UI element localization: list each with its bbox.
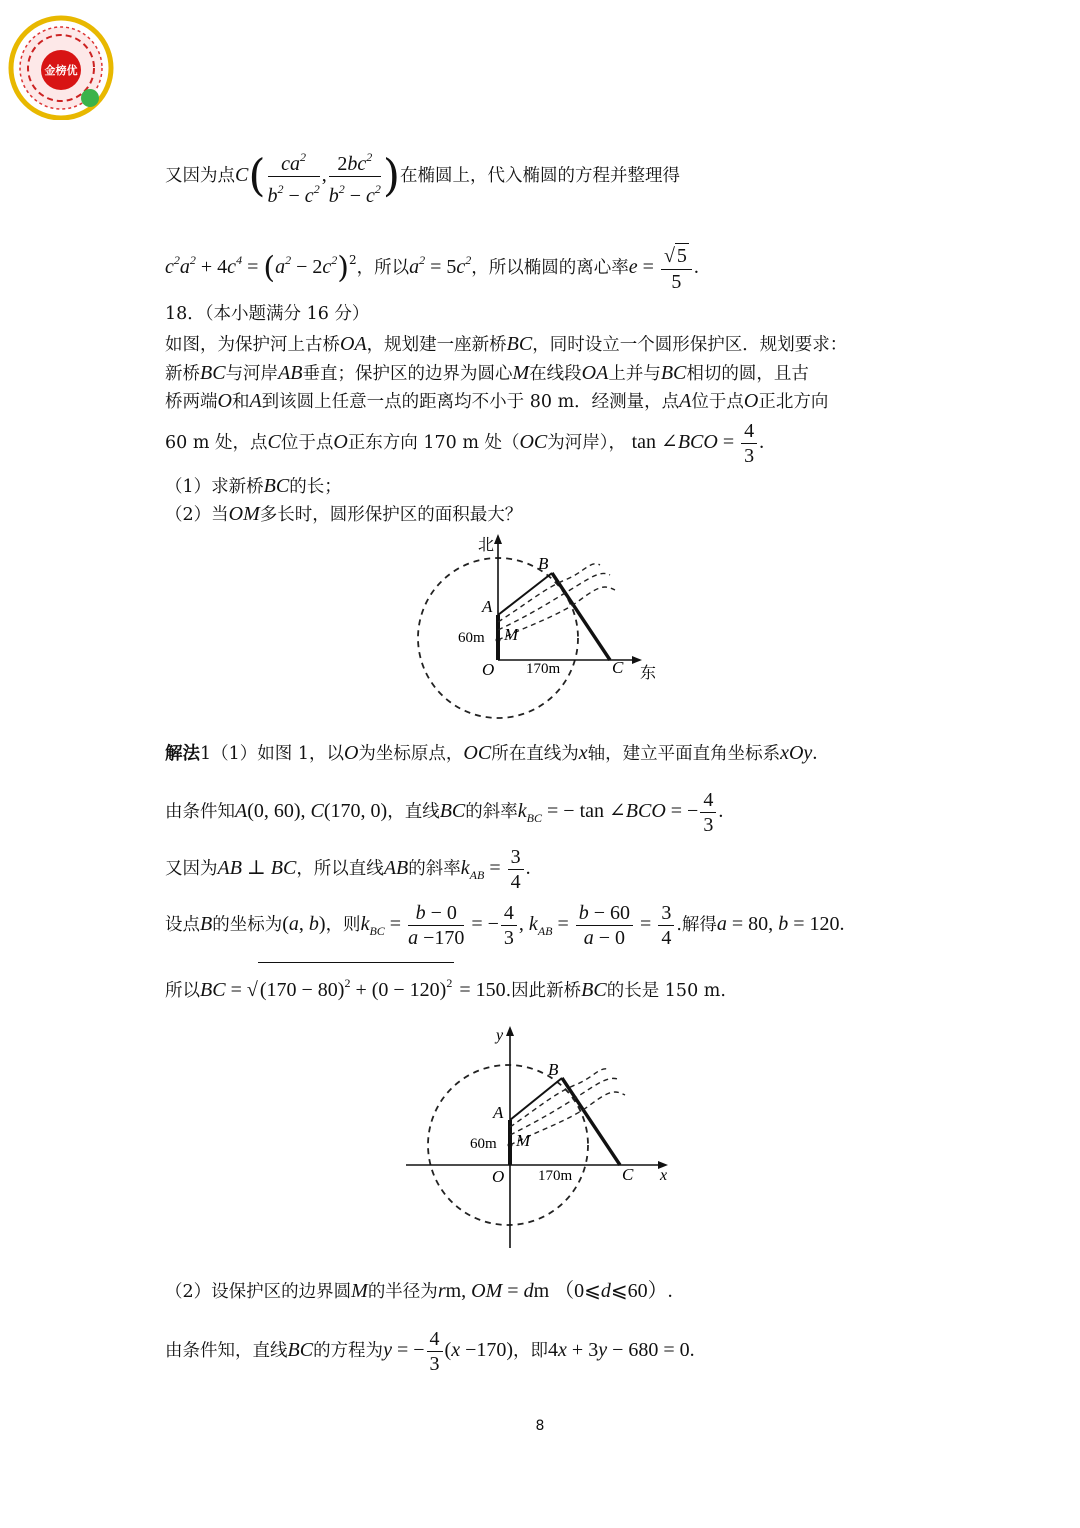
- solution-line-1: 解法1（1）如图 1，以O为坐标原点，OC所在直线为x轴，建立平面直角坐标系xOy.: [165, 742, 818, 764]
- new-bridge: [552, 573, 610, 660]
- figure-2: [400, 1020, 690, 1255]
- intro-line-2: $c^2a^2 + 4c^4 = (a^2 - 2c^2)^2$，所以$a^2 = 5c^2$，所以椭圆的离心率e = $\frac{√ 5}{5}$ .: [165, 245, 699, 293]
- river-bank-3: [498, 564, 600, 622]
- solution-part2-line-2: 由条件知，直线BC的方程为y = − $\frac{4}{3}$ (x −170)，即4x + 3y − 680 = 0.: [165, 1328, 695, 1375]
- label-60m: 60m: [458, 630, 485, 646]
- new-bridge-2: [562, 1078, 620, 1165]
- label-x: x: [660, 1167, 668, 1184]
- solution-line-3: 又因为AB ⊥ BC，所以直线AB的斜率$k_{AB}$ = $\frac{3}{4}$ .: [165, 846, 531, 893]
- solution-line-4: 设点B的坐标为(a, b)，则$k_{BC}$ = $\frac{b - 0}{a -170}$ = − $\frac{4}{3}$ , $k_{AB}$ = $\frac{b - 60}{a - 0}$ = $\frac{3}{4}$ .解得a = 80, b = 120.: [165, 902, 845, 949]
- line-AB: [498, 573, 552, 615]
- label-60m-2: 60m: [470, 1136, 497, 1152]
- solution-line-5: 所以BC = √ $(170 - 80)^2 + (0 - 120)^2 = 150$.因此新桥BC的长是 150 m.: [165, 962, 726, 1002]
- label-170m: 170m: [526, 661, 561, 677]
- problem-line-2: 新桥BC与河岸AB垂直；保护区的边界为圆心M在线段OA上并与BC相切的圆，且古: [165, 362, 809, 384]
- problem-line-4: 60 m 处，点C位于点O正东方向 170 m 处（OC为河岸）， tan ∠BCO = $\frac{4}{3}$ .: [165, 420, 765, 467]
- solution-part2-line-1: （2）设保护区的边界圆M的半径为rm, OM = dm （0⩽d⩽60）.: [165, 1280, 673, 1302]
- label-y: y: [496, 1027, 504, 1044]
- logo: [8, 8, 114, 120]
- figure-1: [400, 530, 700, 730]
- intro-line-1: 又因为点C( $\frac{ca^2}{b^2 - c^2}$ , $\frac{2bc^2}{b^2 - c^2}$ )在椭圆上，代入椭圆的方程并整理得: [165, 142, 680, 208]
- river-bank-2-3: [510, 1069, 610, 1127]
- label-C-2: C: [622, 1165, 634, 1184]
- label-C: C: [612, 658, 624, 677]
- logo-text: 金榜优: [44, 64, 78, 77]
- label-east: 东: [640, 663, 657, 682]
- label-A: A: [482, 597, 493, 616]
- problem-line-3: 桥两端O和A到该圆上任意一点的距离均不小于 80 m．经测量，点A位于点O正北方向: [165, 390, 829, 412]
- label-B: B: [538, 554, 549, 573]
- label-O-2: O: [492, 1167, 505, 1186]
- point-M: [496, 638, 501, 643]
- point-M-2: [508, 1143, 513, 1148]
- problem-heading: 18．（本小题满分 16 分）: [165, 304, 370, 324]
- label-O: O: [482, 660, 495, 679]
- label-M-2: M: [516, 1131, 531, 1150]
- label-A-2: A: [493, 1103, 504, 1122]
- label-M: M: [504, 625, 519, 644]
- question-2: （2）当OM多长时，圆形保护区的面积最大？: [165, 503, 523, 525]
- page-number: 8: [535, 1418, 545, 1434]
- question-1: （1）求新桥BC的长；: [165, 475, 342, 497]
- label-north: 北: [478, 535, 495, 554]
- problem-line-1: 如图，为保护河上古桥OA，规划建一座新桥BC，同时设立一个圆形保护区．规划要求：: [165, 333, 848, 355]
- line-AB-2: [510, 1078, 562, 1120]
- solution-line-2: 由条件知A(0, 60), C(170, 0)，直线BC的斜率$k_{BC}$ = − tan ∠BCO = − $\frac{4}{3}$ .: [165, 789, 724, 836]
- label-B-2: B: [548, 1060, 559, 1079]
- label-170m-2: 170m: [538, 1168, 573, 1184]
